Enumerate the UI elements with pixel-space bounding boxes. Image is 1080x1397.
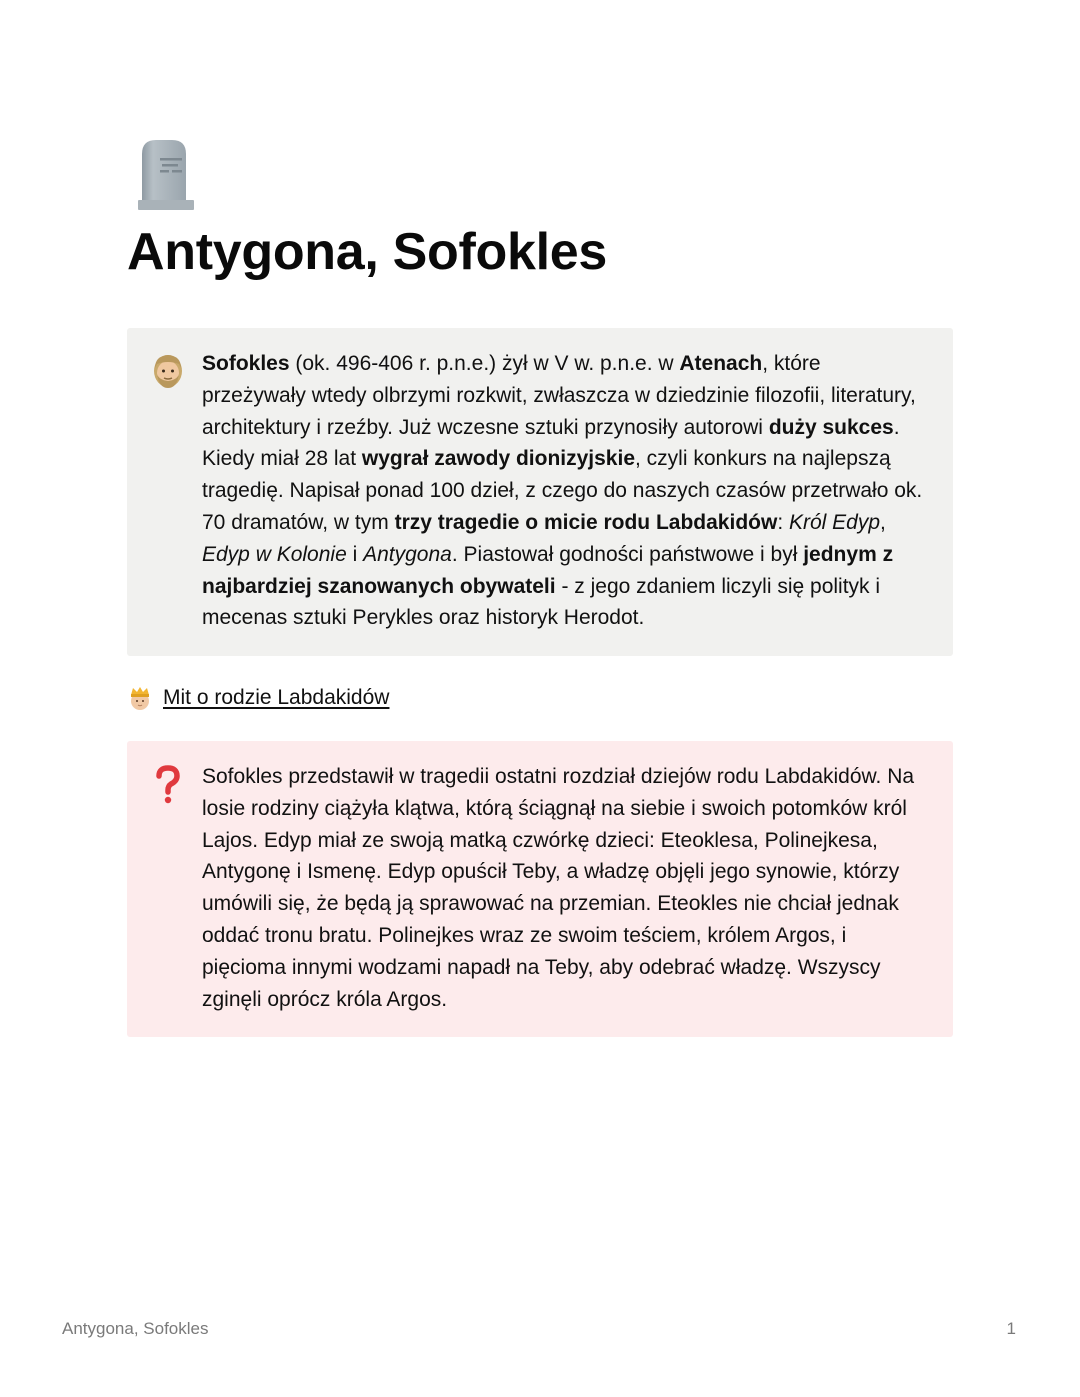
text-segment: , które przeżywały wtedy olbrzymi rozkwit, zwłaszcza w dziedzinie filozofii, literatury, architektury i rzeźby. Już wczesne sztuki przynosiły autorowi bbox=[202, 352, 916, 439]
page-number: 1 bbox=[1006, 1319, 1016, 1338]
text-segment: Atenach bbox=[679, 352, 763, 375]
footer-title: Antygona, Sofokles bbox=[62, 1319, 209, 1338]
bearded-man-icon bbox=[151, 352, 185, 386]
page-title: Antygona, Sofokles bbox=[127, 223, 607, 281]
red-question-mark-icon bbox=[151, 765, 185, 799]
text-segment: Edyp w Kolonie bbox=[202, 542, 347, 566]
text-segment: jednym z najbardziej szanowanych obywateli bbox=[202, 542, 894, 598]
crown-person-icon bbox=[128, 685, 152, 711]
headstone-icon bbox=[134, 136, 198, 212]
text-segment: . Kiedy miał 28 lat bbox=[202, 415, 900, 471]
text-segment: Antygona bbox=[363, 542, 452, 566]
myth-link-row[interactable] bbox=[128, 684, 389, 712]
author-bio-text bbox=[202, 348, 929, 634]
text-segment: , czyli konkurs na najlepszą tragedię. Napisał ponad 100 dzieł, z czego do naszych czasów przetrwało ok. 70 dramatów, w tym bbox=[202, 447, 923, 534]
text-segment: i bbox=[346, 542, 364, 566]
author-callout bbox=[127, 328, 953, 656]
myth-link[interactable]: Mit o rodzie Labdakidów bbox=[163, 686, 390, 709]
text-segment: . Piastował godności państwowe i był bbox=[451, 542, 804, 566]
text-segment: Król Edyp bbox=[789, 510, 881, 534]
text-segment: trzy tragedie o micie rodu Labdakidów bbox=[394, 510, 778, 534]
text-segment: : bbox=[777, 510, 789, 534]
myth-callout bbox=[127, 741, 953, 1037]
text-segment: (ok. 496-406 r. p.n.e.) żył w V w. p.n.e. w bbox=[289, 352, 680, 375]
text-segment: wygrał zawody dionizyjskie bbox=[361, 447, 636, 471]
myth-text: Sofokles przedstawił w tragedii ostatni rozdział dziejów rodu Labdakidów. Na losie rodziny ciążyła klątwa, którą ściągnął na siebie i swoich potomków król Lajos. Edyp miał ze swoją matką czwórkę dzieci: Eteoklesa, Polinejkesa, Antygonę i Ismenę. Edyp opuścił Teby, a władzę objęli jego synowie, którzy umówili się, że będą ją sprawować na przemian. Eteokles nie chciał jednak oddać tronu bratu. Polinejkes wraz ze swoim teściem, królem Argos, i pięcioma innymi wodzami napadł na Teby, aby odebrać władzę. Wszyscy zginęli oprócz króla Argos. bbox=[202, 765, 915, 1011]
text-segment: Sofokles bbox=[202, 352, 290, 375]
text-segment: - z jego zdaniem liczyli się polityk i mecenas sztuki Perykles oraz historyk Herodot. bbox=[202, 574, 881, 630]
text-segment: , bbox=[880, 510, 886, 534]
text-segment: duży sukces bbox=[768, 415, 894, 439]
